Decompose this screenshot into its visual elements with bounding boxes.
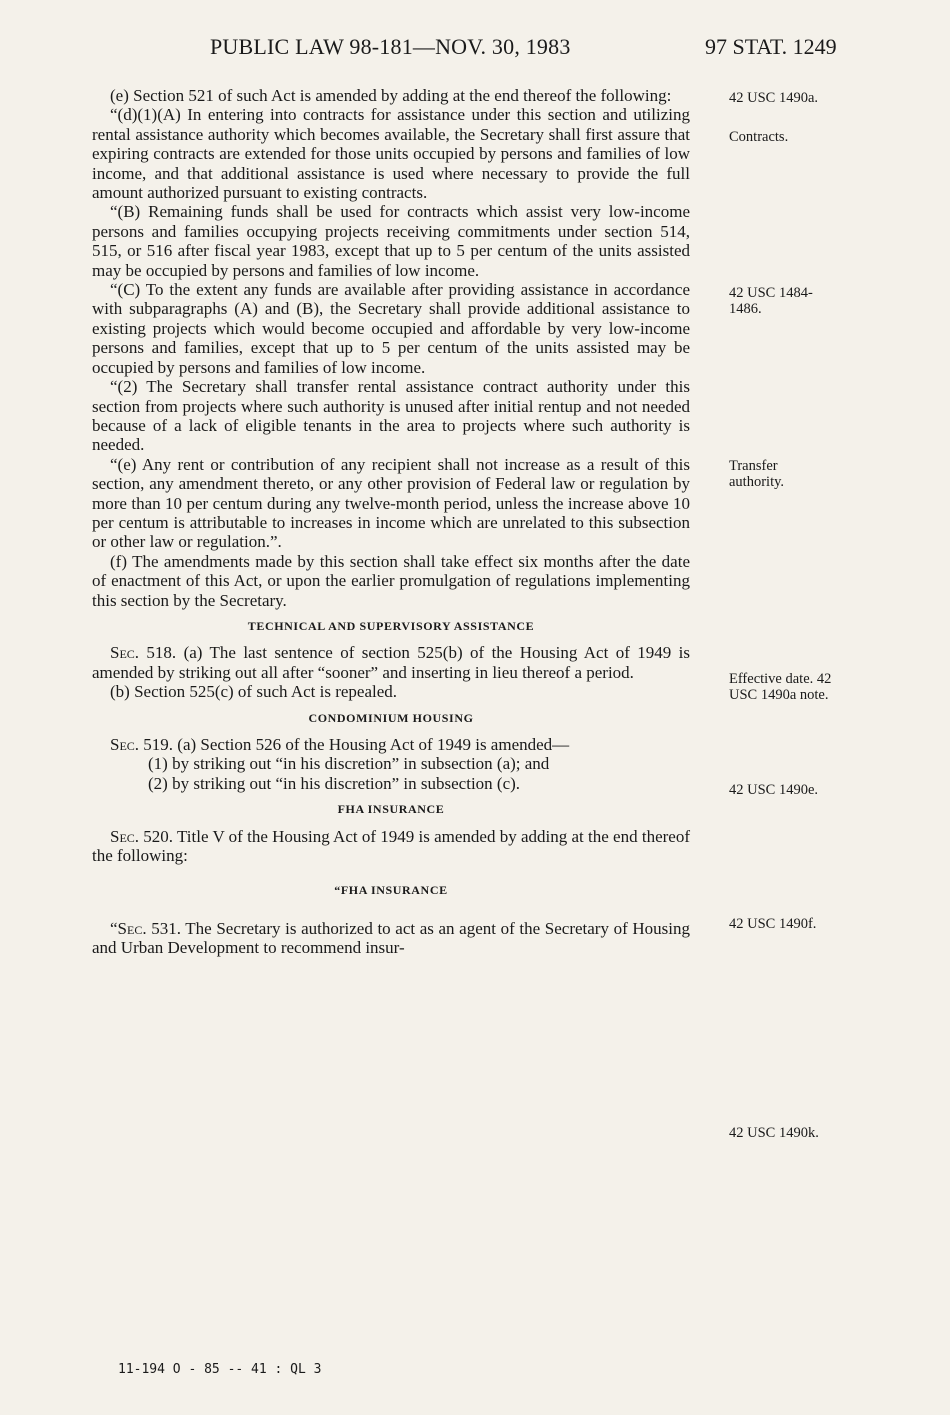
sec-520-text: 520. Title V of the Housing Act of 1949 is amended by adding at the end thereof the following: [92, 826, 690, 866]
paragraph-sec-519-item-1: (1) by striking out “in his discretion” in subsection (a); and [148, 754, 550, 774]
sec-518-text: 518. (a) The last sentence of section 525(b) of the Housing Act of 1949 is amended by striking out all after “sooner” and inserting in lieu thereof a period. [92, 643, 690, 682]
paragraph-c: “(C) To the extent any funds are available after providing assistance in accordance with subparagraphs (A) and (B), the Secretary shall provide additional assistance to existing projects which would become occupied and affordable by very low-income persons and families, except that up to 5 per centum of the units assisted may be occupied by persons and families of low income. [92, 280, 690, 377]
margin-note-usc-1490k: 42 USC 1490k. [729, 1125, 819, 1141]
paragraph-sec-519-item-2: (2) by striking out “in his discretion” in subsection (c). [148, 773, 521, 793]
margin-note-usc-1484-1486: 42 USC 1484-1486. [729, 285, 813, 317]
sec-519-text: 519. (a) Section 526 of the Housing Act of 1949 is amended— [139, 735, 570, 754]
paragraph-e-rent: “(e) Any rent or contribution of any recipient shall not increase as a result of this section, any amendment thereto, or any other provision of Federal law or regulation by more than 10 per centum during any twelve-month period, unless the increase above 10 per centum is attributable to increases in income which are unrelated to this subsection or other law or regulation.”. [92, 454, 690, 552]
sec-label: Sec. [110, 735, 140, 754]
paragraph-2: “(2) The Secretary shall transfer rental assistance contract authority under this section from projects where such authority is unused after initial rentup and not needed because of a lack of eligible tenants in the area to projects where such authority is needed. [92, 377, 690, 455]
paragraph-sec-531 [92, 919, 690, 958]
margin-note-transfer-authority: Transfer authority. [729, 458, 785, 490]
sec-label: Sec. [110, 643, 140, 663]
body-text [92, 86, 690, 958]
paragraph-sec-518 [92, 643, 690, 682]
margin-note-contracts: Contracts. [729, 129, 789, 145]
heading-fha-insurance-quoted: “FHA INSURANCE [334, 883, 448, 898]
paragraph-b: “(B) Remaining funds shall be used for contracts which assist very low-income persons and families occupying projects receiving commitments under section 514, 515, or 516 after fiscal year 1983, except that up to 5 per centum of the units assisted may be occupied by persons and families of low income. [92, 202, 690, 280]
paragraph-sec-518-b: (b) Section 525(c) of such Act is repealed. [110, 682, 398, 702]
margin-note-usc-1490f: 42 USC 1490f. [729, 916, 817, 932]
margin-note-effective-date: Effective date. 42 USC 1490a note. [729, 671, 832, 703]
heading-fha-insurance: FHA INSURANCE [337, 802, 445, 817]
page-header-stat-citation: 97 STAT. 1249 [705, 34, 837, 59]
heading-condominium-housing: CONDOMINIUM HOUSING [308, 710, 474, 725]
paragraph-d-1-a: “(d)(1)(A) In entering into contracts for assistance under this section and utilizing rental assistance authority which becomes available, the Secretary shall first assure that expiring contracts are extended for those units occupied by persons and families of low income, and that additional assistance is used where necessary to provide the full amount authorized pursuant to existing contracts. [92, 105, 690, 203]
sec-label: Sec. [110, 826, 140, 846]
paragraph-section-521-e: (e) Section 521 of such Act is amended by adding at the end thereof the following: [110, 86, 672, 105]
heading-technical-assistance: TECHNICAL AND SUPERVISORY ASSISTANCE [247, 618, 535, 633]
sec-label: “Sec. [110, 918, 147, 938]
paragraph-sec-520 [92, 827, 690, 866]
paragraph-sec-519 [92, 735, 690, 754]
margin-note-usc-1490e: 42 USC 1490e. [729, 782, 819, 798]
page-header-title: PUBLIC LAW 98-181—NOV. 30, 1983 [210, 34, 571, 59]
sec-531-text: 531. The Secretary is authorized to act as an agent of the Secretary of Housing and Urban Development to recommend insur- [92, 918, 690, 958]
print-footer-code: 11-194 O - 85 -- 41 : QL 3 [118, 1362, 322, 1377]
margin-note-usc-1490a: 42 USC 1490a. [729, 90, 819, 106]
paragraph-f-effective: (f) The amendments made by this section shall take effect six months after the date of enactment of this Act, or upon the earlier promulgation of regulations implementing this section by the Secretary. [92, 551, 690, 610]
